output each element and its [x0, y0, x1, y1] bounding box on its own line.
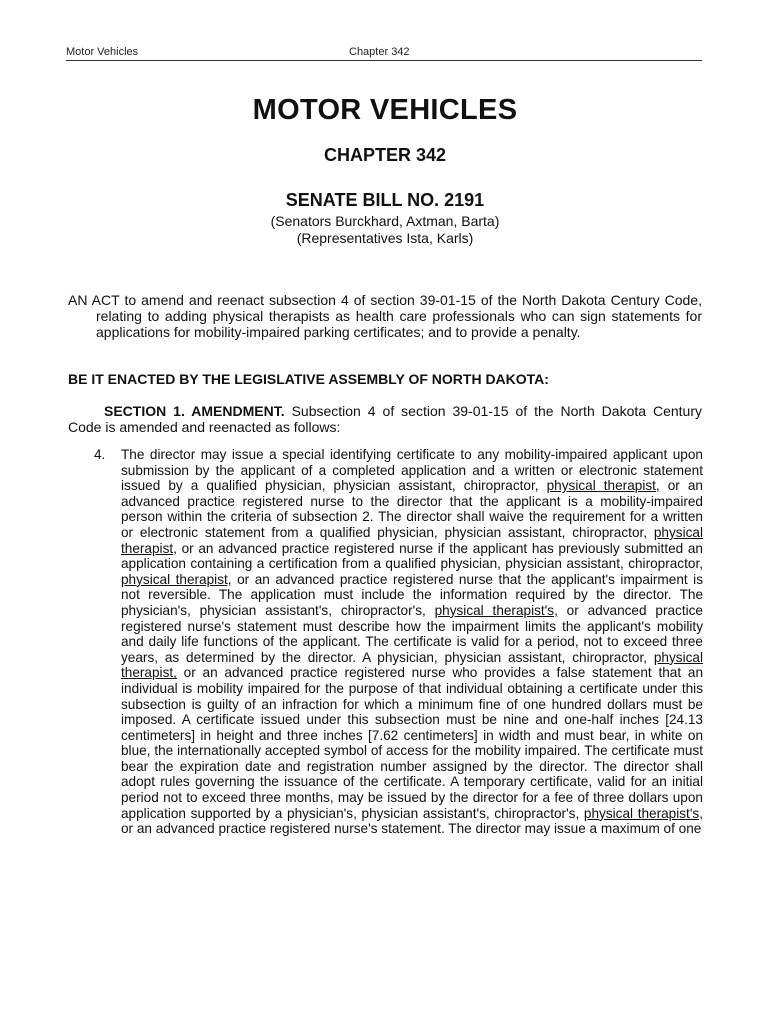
inserted-text: physical therapist's,	[583, 805, 703, 821]
text-run: or an advanced practice registered nurse's statement. The director may issue a maximum of one	[121, 821, 702, 837]
sponsor-representatives: (Representatives Ista, Karls)	[296, 230, 474, 246]
document-title: MOTOR VEHICLES	[252, 94, 518, 126]
sponsor-senators: (Senators Burckhard, Axtman, Barta)	[270, 213, 500, 229]
text-run: or an advanced practice registered nurse if the applicant has previously submitted an application containing a certification from a qualified physician, physician assistant, chiropractor,	[121, 540, 703, 572]
text-run: or an advanced practice registered nurse who provides a false statement that an individual is mobility impaired for the purpose of that individual obtaining a certificate under this subsection is guilty of an infraction for which a minimum fine of one hundred dollars must be imposed. A certificate issued under this subsection must be nine and one-half inches [24.13 centimeters] in height and three inches [7.62 centimeters] in width and must bear, in white on blue, the internationally accepted symbol of access for the mobility impaired. The certificate must bear the expiration date and registration number assigned by the director. The director shall adopt rules governing the issuance of the certificate. A temporary certificate, valid for an initial period not to exceed three months, may be issued by the director for a fee of three dollars upon application supported by a physician's, physician assistant's, chiropractor's,	[121, 665, 703, 821]
subsection-number: 4.	[94, 447, 106, 462]
text-run: or an advanced practice registered nurse that the applicant's impairment is not reversible. The application must include the information required by the director. The physician's, physician assistant's, chiropractor's,	[121, 571, 703, 618]
bill-number: SENATE BILL NO. 2191	[285, 190, 485, 210]
act-title	[68, 292, 702, 340]
act-text: AN ACT to amend and reenact subsection 4 of section 39-01-15 of the North Dakota Century Code, relating to adding physical therapists as health care professionals who can sign statements for applications for mobility-impaired parking certificates; and to provide a penalty.	[68, 292, 702, 340]
sponsors	[0, 213, 770, 247]
enacting-clause: BE IT ENACTED BY THE LEGISLATIVE ASSEMBLY OF NORTH DAKOTA:	[68, 371, 549, 387]
inserted-text: physical therapist's,	[434, 602, 558, 618]
inserted-text: physical therapist,	[121, 649, 703, 681]
running-header-chapter: Chapter 342	[349, 46, 410, 58]
inserted-text: physical therapist,	[546, 478, 660, 494]
text-run: or advanced practice registered nurse's statement must describe how the impairment limits the applicant's mobility and daily life functions of the applicant. The certificate is valid for a period, not to exceed three years, as determined by the director. A physician, physician assistant, chiropractor,	[121, 602, 703, 665]
inserted-text: physical therapist,	[121, 524, 703, 556]
chapter-heading: CHAPTER 342	[323, 145, 447, 165]
section-1	[68, 403, 702, 435]
subsection-text	[121, 447, 703, 837]
text-run: or an advanced practice registered nurse to the director that the applicant is a mobility-impaired person within the criteria of subsection 2. The director shall waive the requirement for a written or electronic statement from a qualified physician, physician assistant, chiropractor,	[121, 478, 703, 540]
running-header-left: Motor Vehicles	[66, 46, 139, 58]
inserted-text: physical therapist,	[121, 571, 232, 587]
section-text: Subsection 4 of section 39-01-15 of the North Dakota Century Code is amended and reenacted as follows:	[68, 403, 703, 435]
section-label: SECTION 1. AMENDMENT.	[104, 403, 285, 419]
running-header	[66, 46, 702, 61]
text-run: The director may issue a special identifying certificate to any mobility-impaired applicant upon submission by the applicant of a completed application and a written or electronic statement issued by a qualified physician, physician assistant, chiropractor,	[121, 447, 703, 494]
